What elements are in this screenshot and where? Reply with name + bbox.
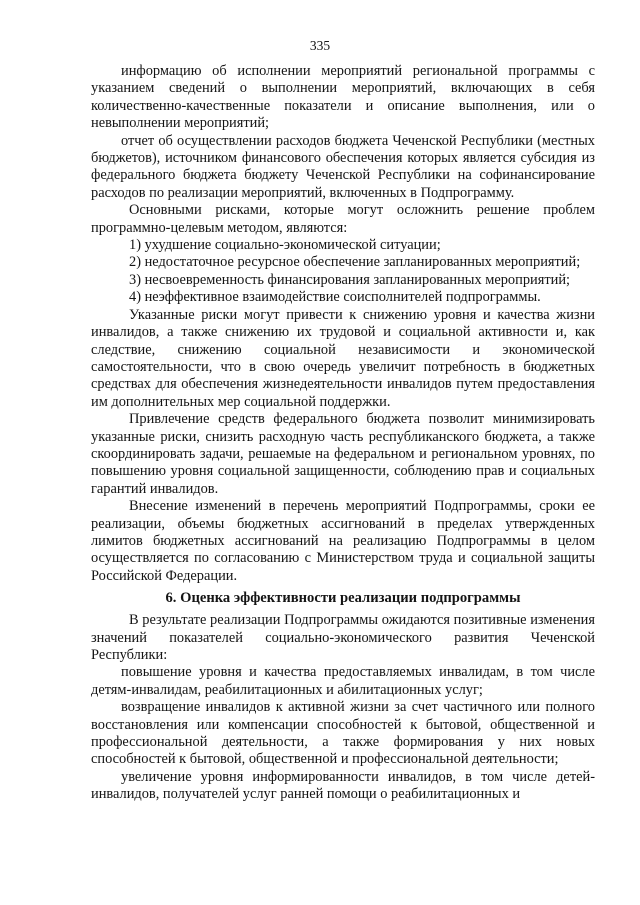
- risk-item-2: 2) недостаточное ресурсное обеспечение запланированных мероприятий;: [129, 254, 581, 271]
- paragraph-federal-funds: Привлечение средств федерального бюджета позволит минимизировать указанные риски, снизить расходную часть республиканского бюджета, а также скоординировать задачи, решаемые на федеральном и региональном уровнях, по повышению уровня социальной защищенности, соблюдению прав и социальных гарантий инвалидов.: [91, 411, 595, 497]
- result-item-awareness: увеличение уровня информированности инвалидов, в том числе детей-инвалидов, получателей услуг ранней помощи о реабилитационных и: [91, 768, 595, 803]
- section-heading: 6. Оценка эффективности реализации подпрограммы: [165, 590, 521, 607]
- risk-item-1: 1) ухудшение социально-экономической ситуации;: [129, 237, 441, 254]
- risk-item-3: 3) несвоевременность финансирования запланированных мероприятий;: [129, 271, 571, 288]
- document-body: [91, 63, 595, 804]
- paragraph-changes: Внесение изменений в перечень мероприятий Подпрограммы, сроки ее реализации, объемы бюджетных ассигнований в пределах утвержденных лимитов бюджетных ассигнований на реализацию Подпрограммы в целом осуществляется по согласованию с Министерством труда и социальной защиты Российской Федерации.: [91, 498, 595, 584]
- page-number: 335: [309, 38, 331, 53]
- paragraph-risks-intro: Основными рисками, которые могут осложнить решение проблем программно-целевым методом, являются:: [91, 202, 595, 236]
- result-item-quality: повышение уровня и качества предоставляемых инвалидам, в том числе детям-инвалидам, реабилитационных и абилитационных услуг;: [91, 664, 595, 698]
- paragraph-risk-consequences: Указанные риски могут привести к снижению уровня и качества жизни инвалидов, а также снижению их трудовой и социальной активности и, как следствие, снижению социальной независимости и экономической самостоятельности, что в свою очередь увеличит потребность в бюджетных средствах для обеспечения жизнедеятельности инвалидов путем предоставления им дополнительных мер социальной поддержки.: [91, 306, 595, 410]
- result-item-active-life: возвращение инвалидов к активной жизни за счет частичного или полного восстановления или компенсации способностей к бытовой, общественной и профессиональной деятельности, а также формирования у них новых способностей к бытовой, общественной и профессиональной деятельности;: [91, 699, 595, 768]
- risk-item-4: 4) неэффективное взаимодействие соисполнителей подпрограммы.: [129, 289, 541, 306]
- paragraph-expense-report: отчет об осуществлении расходов бюджета Чеченской Республики (местных бюджетов), источником финансового обеспечения которых является субсидия из федерального бюджета бюджету Чеченской Республики на софинансирование расходов по реализации мероприятий, включенных в Подпрограмму.: [91, 132, 595, 201]
- paragraph-results-intro: В результате реализации Подпрограммы ожидаются позитивные изменения значений показателей социально-экономического развития Чеченской Республики:: [91, 612, 595, 663]
- paragraph-report-info: информацию об исполнении мероприятий региональной программы с указанием сведений о выполнении мероприятий, включающих в себя количественно-качественные показатели и описание выполнения, или о невыполнении мероприятий;: [91, 63, 595, 132]
